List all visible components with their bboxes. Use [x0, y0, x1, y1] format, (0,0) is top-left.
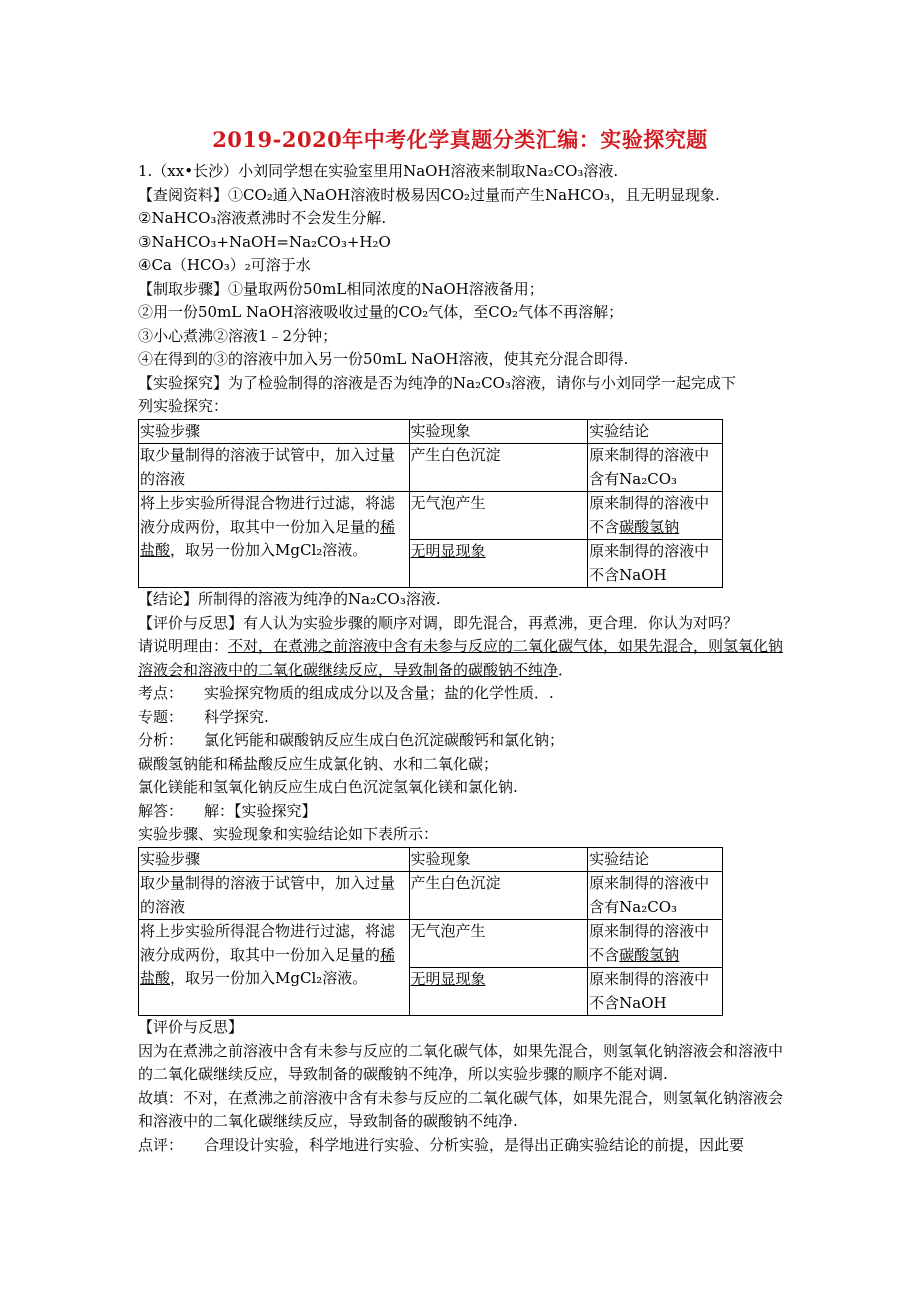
step-line-1: 【制取步骤】①量取两份50mL相同浓度的NaOH溶液备用；	[138, 279, 544, 298]
fenxi-line-3: 氯化镁能和氢氧化钠反应生成白色沉淀氢氧化镁和氯化钠.	[138, 778, 518, 796]
cell-conclusion: 原来制得的溶液中不含NaOH	[588, 968, 723, 1016]
answer-blank: 稀盐酸	[140, 945, 396, 987]
conclusion-line: 【结论】所制得的溶液为纯净的Na₂CO₃溶液.	[138, 590, 441, 608]
cell-conclusion: 原来制得的溶液中含有Na₂CO₃	[588, 872, 723, 920]
zhuanti-label: 专题：	[138, 707, 184, 726]
header-step: 实验步骤	[139, 847, 410, 872]
table-row	[139, 444, 723, 492]
jieda-line	[138, 800, 788, 824]
evaluation-heading: 【评价与反思】	[138, 1018, 244, 1036]
info-line-1: 【查阅资料】①CO₂通入NaOH溶液时极易因CO₂过量而产生NaHCO₃，且无明显现象.	[138, 185, 720, 204]
answer-blank: 无明显现象	[410, 970, 486, 988]
evaluation-answer	[138, 635, 788, 682]
evaluation-prompt: 请说明理由：	[138, 637, 229, 655]
experiment-table-2	[138, 847, 723, 1017]
dianping-line	[138, 1134, 788, 1158]
step-text: 将上步实验所得混合物进行过滤，将滤液分成两份，取其中一份加入足量的	[140, 494, 396, 536]
kaodian-line	[138, 682, 788, 706]
table-header-row	[139, 419, 723, 444]
header-phenomenon: 实验现象	[409, 419, 588, 444]
header-phenomenon: 实验现象	[409, 847, 588, 872]
evaluation-line: 【评价与反思】有人认为实验步骤的顺序对调，即先混合，再煮沸，更合理．你认为对吗？	[138, 613, 739, 632]
zhuanti-text: 科学探究.	[204, 707, 269, 726]
table-row	[139, 920, 723, 968]
conclusion-text: 原来制得的溶液中不含	[589, 922, 710, 964]
cell-step	[139, 492, 410, 588]
zhuanti-line	[138, 706, 788, 730]
step-line-4: ④在得到的③的溶液中加入另一份50mL NaOH溶液，使其充分混合即得.	[138, 350, 629, 368]
explore-line-2: 列实验探究：	[138, 397, 229, 415]
table-row	[139, 492, 723, 540]
info-line-2: ②NaHCO₃溶液煮沸时不会发生分解.	[138, 209, 387, 227]
cell-step: 取少量制得的溶液于试管中，加入过量的溶液	[139, 872, 410, 920]
jieda-text: 解：【实验探究】	[204, 801, 317, 820]
cell-phenomenon: 产生白色沉淀	[409, 444, 588, 492]
answer-blank: 无明显现象	[410, 542, 486, 560]
dianping-text: 合理设计实验，科学地进行实验、分析实验，是得出正确实验结论的前提，因此要	[204, 1135, 745, 1154]
dianping-label: 点评：	[138, 1135, 184, 1154]
header-conclusion: 实验结论	[588, 847, 723, 872]
cell-phenomenon: 无气泡产生	[409, 492, 588, 540]
jieda-label: 解答：	[138, 801, 184, 820]
explore-line-1: 【实验探究】为了检验制得的溶液是否为纯净的Na₂CO₃溶液，请你与小刘同学一起完成下	[138, 373, 736, 392]
answer-blank: 稀盐酸	[140, 517, 396, 559]
cell-conclusion: 原来制得的溶液中含有Na₂CO₃	[588, 444, 723, 492]
table-row	[139, 872, 723, 920]
fenxi-line-2: 碳酸氢钠能和稀盐酸反应生成氯化钠、水和二氧化碳；	[138, 754, 499, 773]
evaluation-end: ．	[558, 660, 574, 679]
header-step: 实验步骤	[139, 419, 410, 444]
step-line-3: ③小心煮沸②溶液1﹣2分钟；	[138, 326, 338, 345]
step-text-end: ，取另一份加入MgCl₂溶液。	[170, 541, 368, 559]
conclusion-text: 原来制得的溶液中不含	[589, 494, 710, 536]
step-text-end: ，取另一份加入MgCl₂溶液。	[170, 969, 368, 987]
document-title: 2019-2020年中考化学真题分类汇编：实验探究题	[212, 127, 708, 152]
cell-conclusion	[588, 920, 723, 968]
fenxi-label: 分析：	[138, 731, 184, 749]
cell-phenomenon	[409, 968, 588, 1016]
cell-step: 取少量制得的溶液于试管中，加入过量的溶液	[139, 444, 410, 492]
answer-blank: 不对，在煮沸之前溶液中含有未参与反应的二氧化碳气体，如果先混合，则氢氧化钠溶液会和溶液中的二氧化碳继续反应，导致制备的碳酸钠不纯净	[138, 637, 784, 679]
answer-blank: 碳酸氢钠	[619, 517, 680, 536]
cell-phenomenon	[409, 540, 588, 588]
kaodian-label: 考点：	[138, 684, 184, 702]
question-intro: 1.（xx•长沙）小刘同学想在实验室里用NaOH溶液来制取Na₂CO₃溶液.	[138, 162, 619, 180]
fenxi-line	[138, 729, 788, 753]
cell-phenomenon: 产生白色沉淀	[409, 872, 588, 920]
header-conclusion: 实验结论	[588, 419, 723, 444]
fenxi-text: 氯化钙能和碳酸钠反应生成白色沉淀碳酸钙和氯化钠；	[204, 731, 565, 749]
jieda-line-2: 实验步骤、实验现象和实验结论如下表所示：	[138, 825, 439, 843]
document-body	[138, 160, 788, 1157]
step-line-2: ②用一份50mL NaOH溶液吸收过量的CO₂气体，至CO₂气体不再溶解；	[138, 303, 624, 321]
step-text: 将上步实验所得混合物进行过滤，将滤液分成两份，取其中一份加入足量的	[140, 922, 396, 964]
evaluation-paragraph: 因为在煮沸之前溶液中含有未参与反应的二氧化碳气体，如果先混合，则氢氧化钠溶液会和溶液中的二氧化碳继续反应，导致制备的碳酸钠不纯净，所以实验步骤的顺序不能对调.	[138, 1041, 784, 1083]
answer-blank: 碳酸氢钠	[619, 945, 680, 964]
experiment-table-1	[138, 419, 723, 589]
cell-step	[139, 920, 410, 1016]
info-line-4: ④Ca（HCO₃）₂可溶于水	[138, 256, 311, 274]
info-line-3: ③NaHCO₃+NaOH=Na₂CO₃+H₂O	[138, 232, 391, 251]
cell-conclusion: 原来制得的溶液中不含NaOH	[588, 540, 723, 588]
answer-paragraph: 故填：不对，在煮沸之前溶液中含有未参与反应的二氧化碳气体，如果先混合，则氢氧化钠溶液会和溶液中的二氧化碳继续反应，导致制备的碳酸钠不纯净.	[138, 1088, 784, 1130]
table-header-row	[139, 847, 723, 872]
kaodian-text: 实验探究物质的组成成分以及含量；盐的化学性质．.	[204, 684, 554, 702]
cell-phenomenon: 无气泡产生	[409, 920, 588, 968]
cell-conclusion	[588, 492, 723, 540]
